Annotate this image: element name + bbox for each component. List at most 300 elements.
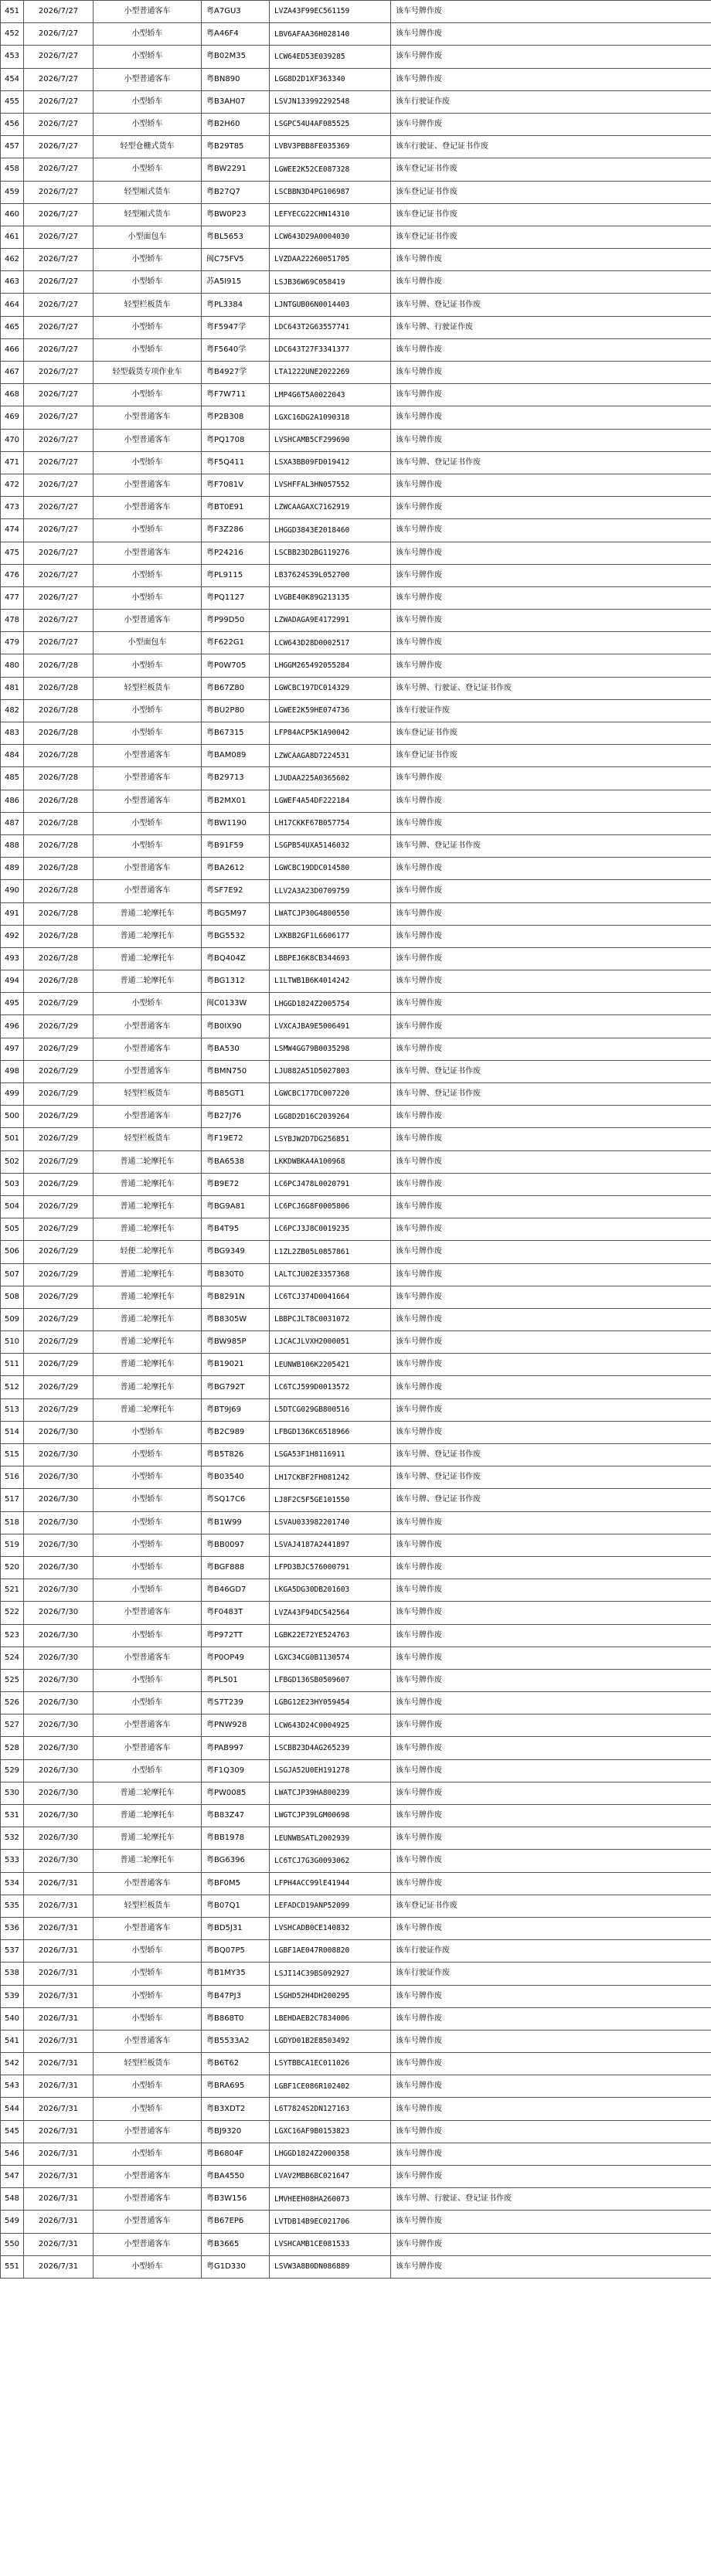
table-row <box>1 790 711 812</box>
plate-number: 粤BG5532 <box>202 925 270 947</box>
row-number: 506 <box>1 1241 24 1263</box>
plate-number: 粤A46F4 <box>202 23 270 46</box>
table-row <box>1 249 711 271</box>
plate-number: 粤BW1190 <box>202 812 270 834</box>
cancellation-note: 该车号牌作废 <box>391 1218 711 1241</box>
row-number: 548 <box>1 2188 24 2211</box>
vin-number: LMP4G6T5A0022043 <box>270 384 391 406</box>
row-number: 530 <box>1 1782 24 1804</box>
cancellation-note: 该车号牌作废 <box>391 1917 711 1939</box>
row-date: 2026/7/28 <box>24 925 94 947</box>
cancellation-note: 该车号牌作废 <box>391 1602 711 1624</box>
cancellation-note: 该车登记证书作废 <box>391 158 711 181</box>
row-number: 526 <box>1 1692 24 1715</box>
vin-number: LGBF1CE086R102402 <box>270 2075 391 2098</box>
row-date: 2026/7/30 <box>24 1782 94 1804</box>
row-date: 2026/7/31 <box>24 1985 94 2007</box>
row-number: 484 <box>1 745 24 767</box>
row-date: 2026/7/29 <box>24 1106 94 1128</box>
plate-number: 粤PW0085 <box>202 1782 270 1804</box>
vehicle-type: 小型轿车 <box>94 1534 202 1556</box>
row-number: 451 <box>1 1 24 23</box>
vin-number: LFPH4ACC99lE41944 <box>270 1872 391 1895</box>
plate-number: 粤B5533A2 <box>202 2030 270 2052</box>
row-number: 495 <box>1 993 24 1015</box>
row-number: 481 <box>1 677 24 699</box>
cancellation-note: 该车号牌作废 <box>391 858 711 880</box>
vin-number: LGBK22E72YE524763 <box>270 1624 391 1647</box>
row-date: 2026/7/30 <box>24 1647 94 1669</box>
row-date: 2026/7/27 <box>24 406 94 429</box>
row-number: 457 <box>1 136 24 158</box>
row-date: 2026/7/29 <box>24 1195 94 1218</box>
vehicle-type: 普通二轮摩托车 <box>94 1398 202 1421</box>
row-date: 2026/7/27 <box>24 23 94 46</box>
vin-number: LBBPCJLT8C0031072 <box>270 1308 391 1330</box>
row-date: 2026/7/27 <box>24 113 94 135</box>
vehicle-type: 小型普通客车 <box>94 1602 202 1624</box>
vehicle-type: 小型普通客车 <box>94 2166 202 2188</box>
row-number: 480 <box>1 654 24 677</box>
table-row <box>1 384 711 406</box>
row-number: 465 <box>1 316 24 338</box>
table-row <box>1 564 711 586</box>
row-number: 501 <box>1 1128 24 1150</box>
vehicle-type: 普通二轮摩托车 <box>94 1805 202 1827</box>
vehicle-type: 小型普通客车 <box>94 2211 202 2233</box>
plate-number: 苏A5I915 <box>202 271 270 294</box>
cancellation-note: 该车号牌、登记证书作废 <box>391 1444 711 1466</box>
cancellation-note: 该车号牌作废 <box>391 1241 711 1263</box>
vin-number: LSXA3BB09FD019412 <box>270 451 391 474</box>
vin-number: LB37624S39L052700 <box>270 564 391 586</box>
cancellation-note: 该车号牌作废 <box>391 2143 711 2165</box>
vin-number: LEUNWB106K2205421 <box>270 1354 391 1376</box>
table-row <box>1 654 711 677</box>
cancellation-note: 该车号牌作废 <box>391 1985 711 2007</box>
row-number: 469 <box>1 406 24 429</box>
row-date: 2026/7/31 <box>24 2007 94 2030</box>
row-date: 2026/7/31 <box>24 2143 94 2165</box>
vin-number: LEFYECG22CHN14310 <box>270 203 391 226</box>
vin-number: LC6PCJ6G8F0005806 <box>270 1195 391 1218</box>
vehicle-type: 普通二轮摩托车 <box>94 1308 202 1330</box>
vin-number: LZWCAAGA8D7224531 <box>270 745 391 767</box>
vehicle-type: 小型普通客车 <box>94 68 202 90</box>
row-number: 487 <box>1 812 24 834</box>
plate-number: 粤B0IX90 <box>202 1015 270 1038</box>
row-number: 546 <box>1 2143 24 2165</box>
cancellation-note: 该车号牌作废 <box>391 564 711 586</box>
vin-number: LBEHDAEB2C7834006 <box>270 2007 391 2030</box>
plate-number: 粤B19021 <box>202 1354 270 1376</box>
vehicle-type: 普通二轮摩托车 <box>94 1782 202 1804</box>
row-date: 2026/7/27 <box>24 497 94 519</box>
row-date: 2026/7/29 <box>24 1398 94 1421</box>
cancellation-note: 该车号牌作废 <box>391 767 711 790</box>
table-row <box>1 1354 711 1376</box>
vehicle-type: 小型轿车 <box>94 519 202 542</box>
row-date: 2026/7/30 <box>24 1827 94 1850</box>
row-number: 462 <box>1 249 24 271</box>
row-number: 459 <box>1 181 24 203</box>
plate-number: 粤B5T826 <box>202 1444 270 1466</box>
row-date: 2026/7/30 <box>24 1421 94 1443</box>
vehicle-type: 轻型栏板货车 <box>94 294 202 316</box>
cancellation-note: 该车号牌作废 <box>391 1 711 23</box>
plate-number: 粤PL501 <box>202 1669 270 1691</box>
row-number: 463 <box>1 271 24 294</box>
table-row <box>1 1015 711 1038</box>
row-number: 468 <box>1 384 24 406</box>
cancellation-note: 该车号牌作废 <box>391 1872 711 1895</box>
row-number: 528 <box>1 1737 24 1759</box>
table-row <box>1 1173 711 1195</box>
row-number: 455 <box>1 90 24 113</box>
cancellation-note: 该车号牌、登记证书作废 <box>391 1489 711 1511</box>
plate-number: 粤B2MX01 <box>202 790 270 812</box>
row-date: 2026/7/27 <box>24 316 94 338</box>
cancellation-note: 该车号牌作废 <box>391 1805 711 1827</box>
plate-number: 粤PAB997 <box>202 1737 270 1759</box>
plate-number: 粤F5Q411 <box>202 451 270 474</box>
table-row <box>1 1602 711 1624</box>
vehicle-type: 小型轿车 <box>94 46 202 68</box>
vin-number: LVSHCAMB1CE081533 <box>270 2233 391 2255</box>
table-row <box>1 203 711 226</box>
cancellation-note: 该车号牌作废 <box>391 46 711 68</box>
row-date: 2026/7/29 <box>24 1128 94 1150</box>
table-row <box>1 834 711 857</box>
table-row <box>1 1083 711 1106</box>
vehicle-type: 小型普通客车 <box>94 1872 202 1895</box>
table-row <box>1 1 711 23</box>
vin-number: LCW643D24C0004925 <box>270 1715 391 1737</box>
row-number: 519 <box>1 1534 24 1556</box>
table-row <box>1 1715 711 1737</box>
vin-number: L1ZL2ZB05L0857861 <box>270 1241 391 1263</box>
vehicle-type: 小型普通客车 <box>94 610 202 632</box>
vehicle-type: 小型轿车 <box>94 1444 202 1466</box>
cancellation-note: 该车登记证书作废 <box>391 745 711 767</box>
row-number: 505 <box>1 1218 24 1241</box>
table-row <box>1 947 711 970</box>
cancellation-note: 该车号牌作废 <box>391 338 711 361</box>
row-date: 2026/7/29 <box>24 1241 94 1263</box>
plate-number: 闽C0133W <box>202 993 270 1015</box>
row-number: 502 <box>1 1150 24 1173</box>
row-number: 535 <box>1 1895 24 1917</box>
table-row <box>1 406 711 429</box>
plate-number: 粤BMN750 <box>202 1060 270 1082</box>
plate-number: 粤P99D50 <box>202 610 270 632</box>
plate-number: 粤P972TT <box>202 1624 270 1647</box>
cancellation-note: 该车号牌作废 <box>391 1669 711 1691</box>
row-date: 2026/7/30 <box>24 1444 94 1466</box>
vin-number: LSCBB23D2BG119276 <box>270 542 391 564</box>
vehicle-type: 小型普通客车 <box>94 1647 202 1669</box>
plate-number: 粤A7GU3 <box>202 1 270 23</box>
table-row <box>1 23 711 46</box>
row-number: 541 <box>1 2030 24 2052</box>
row-number: 511 <box>1 1354 24 1376</box>
row-date: 2026/7/27 <box>24 519 94 542</box>
vehicle-type: 小型轿车 <box>94 2098 202 2120</box>
table-row <box>1 1376 711 1398</box>
table-row <box>1 1308 711 1330</box>
table-row <box>1 1038 711 1060</box>
row-number: 536 <box>1 1917 24 1939</box>
cancellation-note: 该车号牌作废 <box>391 970 711 993</box>
vehicle-type: 小型轿车 <box>94 812 202 834</box>
row-date: 2026/7/31 <box>24 1895 94 1917</box>
row-date: 2026/7/28 <box>24 970 94 993</box>
row-number: 471 <box>1 451 24 474</box>
table-row <box>1 1331 711 1354</box>
plate-number: 粤B6804F <box>202 2143 270 2165</box>
cancellation-note: 该车号牌作废 <box>391 1759 711 1782</box>
vehicle-type: 轻便二轮摩托车 <box>94 1241 202 1263</box>
row-date: 2026/7/30 <box>24 1466 94 1489</box>
table-row <box>1 1218 711 1241</box>
plate-number: 粤B3AH07 <box>202 90 270 113</box>
plate-number: 粤PQ1708 <box>202 429 270 451</box>
cancellation-note: 该车号牌作废 <box>391 23 711 46</box>
plate-number: 粤PL9115 <box>202 564 270 586</box>
table-row <box>1 1985 711 2007</box>
row-date: 2026/7/27 <box>24 203 94 226</box>
row-date: 2026/7/29 <box>24 1015 94 1038</box>
vehicle-type: 普通二轮摩托车 <box>94 1286 202 1308</box>
plate-number: 粤BL5653 <box>202 226 270 248</box>
vin-number: LZWCAAGAXC7162919 <box>270 497 391 519</box>
vin-number: LSYTBBCA1EC011026 <box>270 2053 391 2075</box>
cancellation-note: 该车号牌作废 <box>391 1195 711 1218</box>
plate-number: 粤BA2612 <box>202 858 270 880</box>
vehicle-type: 小型普通客车 <box>94 858 202 880</box>
plate-number: 粤B29713 <box>202 767 270 790</box>
table-row <box>1 1940 711 1963</box>
plate-number: 粤B27J76 <box>202 1106 270 1128</box>
table-row <box>1 226 711 248</box>
cancellation-note: 该车号牌作废 <box>391 1624 711 1647</box>
vehicle-type: 小型轿车 <box>94 1985 202 2007</box>
cancellation-note: 该车号牌作废 <box>391 429 711 451</box>
vin-number: LGXC16DG2A1090318 <box>270 406 391 429</box>
vehicle-type: 普通二轮摩托车 <box>94 1218 202 1241</box>
vehicle-type: 小型轿车 <box>94 1489 202 1511</box>
plate-number: 粤BF0M5 <box>202 1872 270 1895</box>
row-date: 2026/7/27 <box>24 249 94 271</box>
vehicle-type: 小型轿车 <box>94 113 202 135</box>
plate-number: 粤BG1312 <box>202 970 270 993</box>
cancellation-note: 该车号牌作废 <box>391 2255 711 2278</box>
table-row <box>1 699 711 722</box>
vehicle-type: 小型轿车 <box>94 1940 202 1963</box>
vehicle-type: 普通二轮摩托车 <box>94 1331 202 1354</box>
plate-number: 粤BAM089 <box>202 745 270 767</box>
cancellation-note: 该车号牌作废 <box>391 2211 711 2233</box>
vin-number: LSMW4GG79B0035298 <box>270 1038 391 1060</box>
row-date: 2026/7/29 <box>24 1060 94 1082</box>
row-date: 2026/7/27 <box>24 610 94 632</box>
vin-number: LJNTGUB06N0014403 <box>270 294 391 316</box>
row-number: 518 <box>1 1511 24 1534</box>
cancellation-note: 该车号牌作废 <box>391 610 711 632</box>
vin-number: LGG8D2D1XF363340 <box>270 68 391 90</box>
row-number: 544 <box>1 2098 24 2120</box>
table-row <box>1 1511 711 1534</box>
table-row <box>1 677 711 699</box>
table-row <box>1 46 711 68</box>
row-number: 545 <box>1 2120 24 2143</box>
vin-number: LVZDAA22260051705 <box>270 249 391 271</box>
cancellation-note: 该车号牌作废 <box>391 1737 711 1759</box>
plate-number: 粤BD5J31 <box>202 1917 270 1939</box>
row-number: 542 <box>1 2053 24 2075</box>
vin-number: LC6TCJ599D0013572 <box>270 1376 391 1398</box>
row-date: 2026/7/27 <box>24 158 94 181</box>
vehicle-type: 小型轿车 <box>94 158 202 181</box>
plate-number: 粤BT0E91 <box>202 497 270 519</box>
vehicle-type: 小型轿车 <box>94 316 202 338</box>
vin-number: LVGBE40K89G213135 <box>270 586 391 609</box>
plate-number: 粤B07Q1 <box>202 1895 270 1917</box>
row-date: 2026/7/27 <box>24 46 94 68</box>
vin-number: LWATCJP39HA800239 <box>270 1782 391 1804</box>
table-row <box>1 429 711 451</box>
plate-number: 粤B4927学 <box>202 362 270 384</box>
row-date: 2026/7/27 <box>24 338 94 361</box>
row-date: 2026/7/27 <box>24 384 94 406</box>
plate-number: 粤B27Q7 <box>202 181 270 203</box>
vehicle-type: 小型轿车 <box>94 699 202 722</box>
vehicle-type: 小型普通客车 <box>94 745 202 767</box>
vin-number: LSGPB54UXA5146032 <box>270 834 391 857</box>
vehicle-type: 小型轿车 <box>94 1579 202 1602</box>
row-number: 472 <box>1 474 24 496</box>
plate-number: 粤PNW928 <box>202 1715 270 1737</box>
row-number: 525 <box>1 1669 24 1691</box>
row-number: 504 <box>1 1195 24 1218</box>
plate-number: 粤BU2P80 <box>202 699 270 722</box>
cancellation-note: 该车号牌作废 <box>391 249 711 271</box>
plate-number: 粤B6T62 <box>202 2053 270 2075</box>
vin-number: LSVAJ4187A2441897 <box>270 1534 391 1556</box>
cancellation-note: 该车行驶证作废 <box>391 1940 711 1963</box>
table-row <box>1 2143 711 2165</box>
cancellation-note: 该车号牌作废 <box>391 632 711 654</box>
vehicle-type: 轻型厢式货车 <box>94 203 202 226</box>
table-row <box>1 1195 711 1218</box>
vin-number: LKKDWBKA4A100968 <box>270 1150 391 1173</box>
plate-number: 粤B2H60 <box>202 113 270 135</box>
row-date: 2026/7/29 <box>24 1354 94 1376</box>
plate-number: 粤P0OP49 <box>202 1647 270 1669</box>
cancellation-note: 该车号牌作废 <box>391 654 711 677</box>
row-date: 2026/7/28 <box>24 858 94 880</box>
vin-number: LJ8F2C5F5GE101550 <box>270 1489 391 1511</box>
vehicle-type: 小型轿车 <box>94 1963 202 1985</box>
table-row <box>1 338 711 361</box>
table-row <box>1 1106 711 1128</box>
vin-number: LGWEE2K59HE074736 <box>270 699 391 722</box>
vehicle-type: 小型普通客车 <box>94 406 202 429</box>
cancellation-note: 该车号牌作废 <box>391 1511 711 1534</box>
vin-number: LGG8D2D16C2039264 <box>270 1106 391 1128</box>
table-row <box>1 1737 711 1759</box>
vin-number: LGWCBC197DC014329 <box>270 677 391 699</box>
table-row <box>1 1805 711 1827</box>
plate-number: 粤B2C989 <box>202 1421 270 1443</box>
vehicle-type: 小型轿车 <box>94 586 202 609</box>
plate-number: 粤BW2291 <box>202 158 270 181</box>
table-row <box>1 474 711 496</box>
cancellation-note: 该车号牌作废 <box>391 1398 711 1421</box>
row-date: 2026/7/30 <box>24 1579 94 1602</box>
vin-number: LSYBJW2D7DG256851 <box>270 1128 391 1150</box>
vin-number: LSGHD52H4DH200295 <box>270 1985 391 2007</box>
row-date: 2026/7/30 <box>24 1805 94 1827</box>
row-number: 491 <box>1 902 24 925</box>
plate-number: 粤BA4550 <box>202 2166 270 2188</box>
plate-number: 粤F7081V <box>202 474 270 496</box>
vehicle-type: 小型普通客车 <box>94 2233 202 2255</box>
table-row <box>1 812 711 834</box>
row-number: 524 <box>1 1647 24 1669</box>
table-row <box>1 1647 711 1669</box>
vehicle-type: 小型轿车 <box>94 1466 202 1489</box>
table-row <box>1 1489 711 1511</box>
vehicle-type: 小型轿车 <box>94 1556 202 1579</box>
vin-number: LFPD3BJC576000791 <box>270 1556 391 1579</box>
cancellation-note: 该车号牌作废 <box>391 1647 711 1669</box>
row-date: 2026/7/31 <box>24 1963 94 1985</box>
vin-number: LCW643D28D0002517 <box>270 632 391 654</box>
row-number: 521 <box>1 1579 24 1602</box>
vehicle-type: 小型轿车 <box>94 451 202 474</box>
vin-number: LSVJN133992292548 <box>270 90 391 113</box>
row-date: 2026/7/27 <box>24 632 94 654</box>
row-number: 513 <box>1 1398 24 1421</box>
table-row <box>1 745 711 767</box>
vehicle-type: 普通二轮摩托车 <box>94 1850 202 1872</box>
row-date: 2026/7/31 <box>24 2166 94 2188</box>
table-row <box>1 1263 711 1286</box>
row-number: 456 <box>1 113 24 135</box>
plate-number: 粤B91F59 <box>202 834 270 857</box>
row-number: 476 <box>1 564 24 586</box>
cancellation-note: 该车号牌作废 <box>391 2233 711 2255</box>
vin-number: LGWEF4A54DF222184 <box>270 790 391 812</box>
row-date: 2026/7/28 <box>24 745 94 767</box>
table-row <box>1 586 711 609</box>
vehicle-type: 小型普通客车 <box>94 497 202 519</box>
cancellation-note: 该车号牌作废 <box>391 1173 711 1195</box>
table-row <box>1 858 711 880</box>
row-number: 547 <box>1 2166 24 2188</box>
table-row <box>1 2098 711 2120</box>
row-date: 2026/7/27 <box>24 294 94 316</box>
row-number: 470 <box>1 429 24 451</box>
row-date: 2026/7/31 <box>24 1940 94 1963</box>
plate-number: 粤BG9A81 <box>202 1195 270 1218</box>
row-number: 454 <box>1 68 24 90</box>
plate-number: 粤B3XDT2 <box>202 2098 270 2120</box>
row-date: 2026/7/28 <box>24 654 94 677</box>
table-row <box>1 632 711 654</box>
vehicle-type: 普通二轮摩托车 <box>94 925 202 947</box>
